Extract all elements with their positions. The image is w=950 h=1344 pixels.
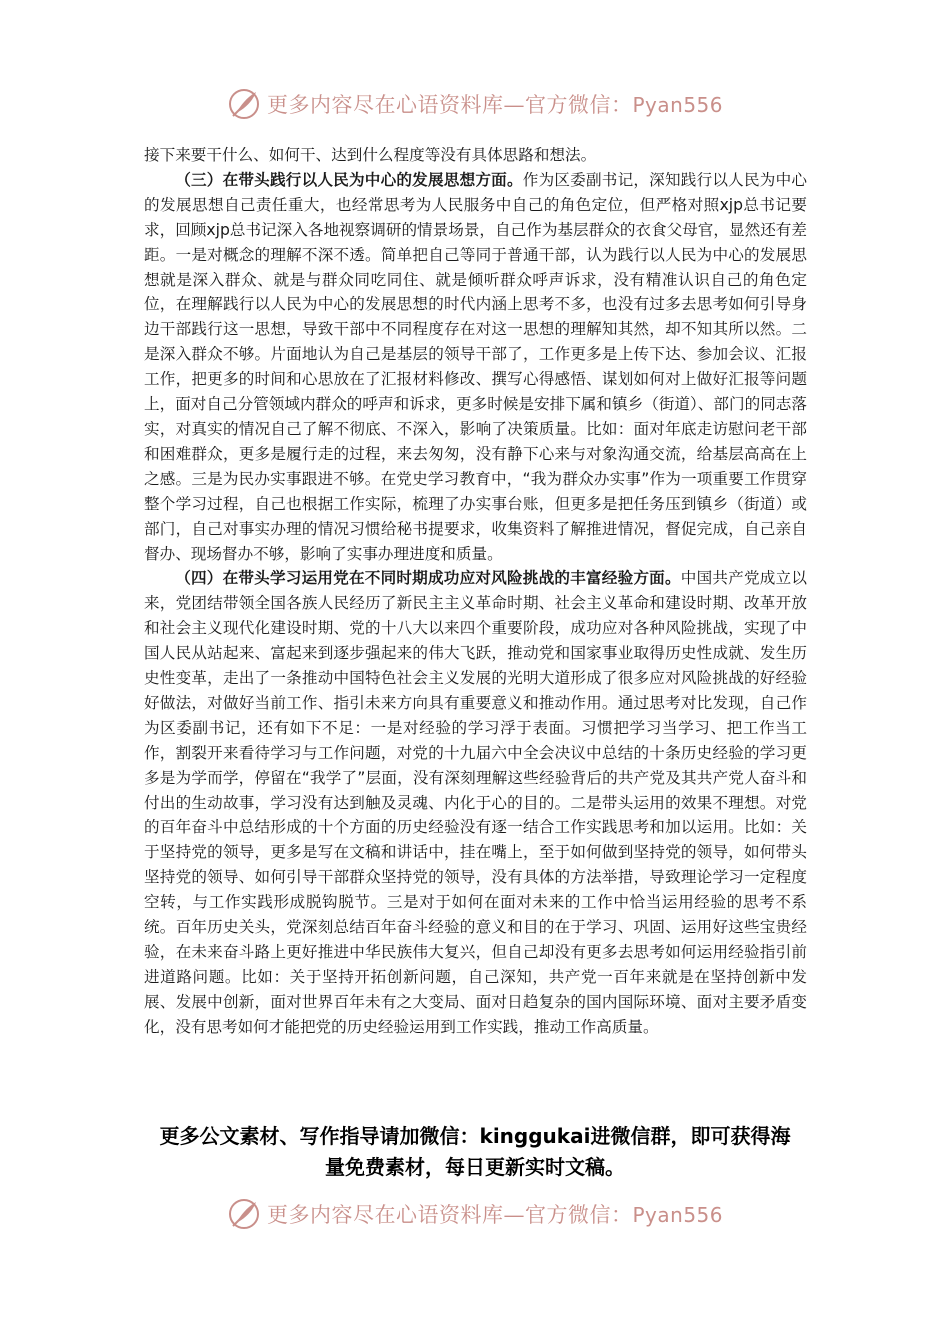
section-four-heading: （四）在带头学习运用党在不同时期成功应对风险挑战的丰富经验方面。 xyxy=(175,569,681,588)
section-three-text: 作为区委副书记，深知践行以人民为中心的发展思想自己责任重大，也经常思考为人民服务中自己的角色定位，但严格对照xjp总书记要求，回顾xjp总书记深入各地视察调研的情景场景，自己作为基层群众的衣食父母官，显然还有差距。一是对概念的理解不深不透。简单把自己等同于普通干部，认为践行以人民为中心的发展思想就是深入群众、就是与群众同吃同住、就是倾听群众呼声诉求，没有精准认识自己的角色定位，在理解践行以人民为中心的发展思想的时代内涵上思考不多，也没有过多去思考如何引导身边干部践行这一思想，导致干部中不同程度存在对这一思想的理解知其然，却不知其所以然。二是深入群众不够。片面地认为自己是基层的领导干部了，工作更多是上传下达、参加会议、汇报工作，把更多的时间和心思放在了汇报材料修改、撰写心得感悟、谋划如何对上做好汇报等问题上，面对自己分管领域内群众的呼声和诉求，更多时候是安排下属和镇乡（街道）、部门的同志落实，对真实的情况自己了解不彻底、不深入，影响了决策质量。比如：面对年底走访慰问老干部和困难群众，更多是履行走的过程，来去匆匆，没有静下心来与对象沟通交流，给基层高高在上之感。三是为民办实事跟进不够。在党史学习教育中，“我为群众办实事”作为一项重要工作贯穿整个学习过程，自己也根据工作实际，梳理了办实事台账，但更多是把任务压到镇乡（街道）或部门，自己对事实办理的情况习惯给秘书提要求，收集资料了解推进情况，督促完成，自己亲自督办、现场督办不够，影响了实事办理进度和质量。 xyxy=(144,170,807,563)
paragraph-section-four xyxy=(144,566,807,1039)
section-four-text: 中国共产党成立以来，党团结带领全国各族人民经历了新民主主义革命时期、社会主义革命和建设时期、改革开放和社会主义现代化建设时期、党的十八大以来四个重要阶段，成功应对各种风险挑战，实现了中国人民从站起来、富起来到逐步强起来的伟大飞跃，推动党和国家事业取得历史性成就、发生历史性变革，走出了一条推动中国特色社会主义发展的光明大道形成了很多应对风险挑战的好经验好做法，对做好当前工作、指引未来方向具有重要意义和推动作用。通过思考对比发现，自己作为区委副书记，还有如下不足：一是对经验的学习浮于表面。习惯把学习当学习、把工作当工作，割裂开来看待学习与工作问题，对党的十九届六中全会决议中总结的十条历史经验的学习更多是为学而学，停留在“我学了”层面，没有深刻理解这些经验背后的共产党及其共产党人奋斗和付出的生动故事，学习没有达到触及灵魂、内化于心的目的。二是带头运用的效果不理想。对党的百年奋斗中总结形成的十个方面的历史经验没有逐一结合工作实践思考和加以运用。比如：关于坚持党的领导，更多是写在文稿和讲话中，挂在嘴上，至于如何做到坚持党的领导，如何带头坚持党的领导、如何引导干部群众坚持党的领导，没有具体的方法举措，导致理论学习一定程度空转，与工作实践形成脱钩脱节。三是对于如何在面对未来的工作中恰当运用经验的思考不系统。百年历史关头，党深刻总结百年奋斗经验的意义和目的在于学习、巩固、运用好这些宝贵经验，在未来奋斗路上更好推进中华民族伟大复兴，但自己却没有更多去思考如何运用经验指引前进道路问题。比如：关于坚持开拓创新问题，自己深知，共产党一百年来就是在坚持创新中发展、发展中创新，面对世界百年未有之大变局、面对日趋复杂的国内国际环境、面对主要矛盾变化，没有思考如何才能把党的历史经验运用到工作实践，推动工作高质量。 xyxy=(144,569,807,1036)
watermark-text: 更多内容尽在心语资料库—官方微信：Pyan556 xyxy=(266,93,723,117)
document-body xyxy=(144,143,807,1040)
paragraph-section-three xyxy=(144,168,807,567)
feather-pen-logo-icon xyxy=(227,87,261,121)
paragraph-continuation: 接下来要干什么、如何干、达到什么程度等没有具体思路和想法。 xyxy=(144,146,597,164)
section-three-heading: （三）在带头践行以人民为中心的发展思想方面。 xyxy=(175,170,523,189)
footer-watermark xyxy=(0,1196,950,1232)
header-watermark xyxy=(0,86,950,122)
promo-notice: 更多公文素材、写作指导请加微信：kinggukai进微信群，即可获得海量免费素材，每日更新实时文稿。 xyxy=(159,1124,791,1179)
watermark-text: 更多内容尽在心语资料库—官方微信：Pyan556 xyxy=(266,1203,723,1227)
feather-pen-logo-icon xyxy=(227,1197,261,1231)
